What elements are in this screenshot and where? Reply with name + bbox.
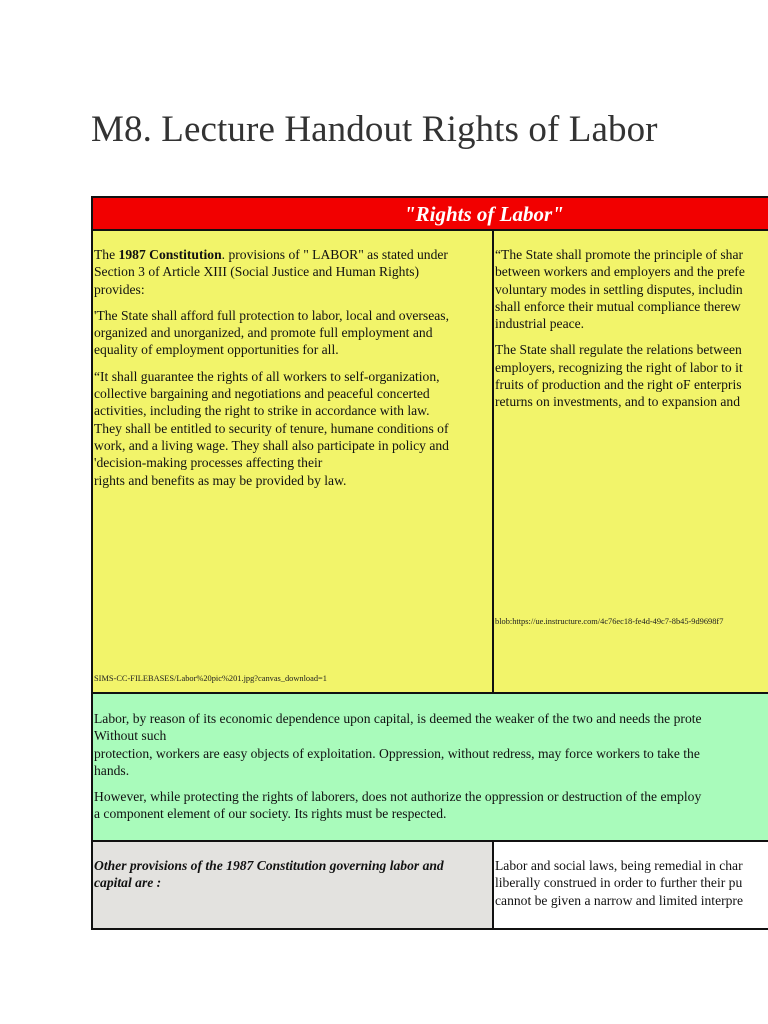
paragraph-line: fruits of production and the right oF enterpris <box>495 377 742 393</box>
paragraph-line: activities, including the right to strike in accordance with law. <box>94 403 430 419</box>
shared-responsibility-paragraph <box>495 246 768 332</box>
paragraph-line: organized and unorganized, and promote full employment and <box>94 325 433 341</box>
other-provisions-cell <box>93 842 494 930</box>
paragraph-line: However, while protecting the rights of laborers, does not authorize the oppression or destruction of the employ <box>94 789 702 805</box>
paragraph-line: 'The State shall afford full protection to labor, local and overseas, <box>94 307 449 323</box>
paragraph-line: Labor, by reason of its economic dependence upon capital, is deemed the weaker of the two and needs the prote <box>94 711 702 726</box>
intro-line-1 <box>94 246 492 263</box>
paragraph-line: employers, recognizing the right of labor to it <box>495 359 743 375</box>
other-provisions-row <box>93 842 768 930</box>
intro-bold: 1987 Constitution <box>118 247 222 262</box>
paragraph-line: The State shall regulate the relations between <box>495 342 742 358</box>
paragraph-line: “It shall guarantee the rights of all workers to self-organization, <box>94 368 440 384</box>
paragraph-line: liberally construed in order to further their pu <box>495 875 743 891</box>
paragraph-line: cannot be given a narrow and limited interpre <box>495 892 743 908</box>
paragraph-line: Labor and social laws, being remedial in char <box>495 858 743 873</box>
economic-dependence-paragraph <box>94 710 768 779</box>
paragraph-line: between workers and employers and the prefe <box>495 264 745 280</box>
intro-rest: . provisions of " LABOR" as stated under <box>221 247 448 262</box>
right-provisions-cell <box>494 231 768 707</box>
page-title: M8. Lecture Handout Rights of Labor <box>91 109 658 150</box>
intro-prefix: The <box>94 247 119 262</box>
paragraph-line: protection, workers are easy objects of exploitation. Oppression, without redress, may force workers to take the <box>94 745 700 761</box>
paragraph-line: “The State shall promote the principle of shar <box>495 247 744 262</box>
social-laws-cell <box>494 842 768 930</box>
paragraph-line: industrial peace. <box>495 316 585 332</box>
handout-table <box>91 196 768 930</box>
paragraph-line: collective bargaining and negotiations and peaceful concerted <box>94 386 430 402</box>
intro-paragraph <box>94 246 492 298</box>
paragraph-line: returns on investments, and to expansion and <box>495 394 741 410</box>
employer-rights-paragraph <box>94 788 768 823</box>
paragraph-line: equality of employment opportunities for all. <box>94 342 339 358</box>
blob-url: blob:https://ue.instructure.com/4c76ec18-fe4d-49c7-8b45-9d9698f7 <box>495 617 724 626</box>
intro-line-3: provides: <box>94 281 145 297</box>
paragraph-line: capital are : <box>94 875 162 891</box>
intro-line-2: Section 3 of Article XIII (Social Justice and Human Rights) <box>94 264 420 280</box>
image-source-url: SIMS-CC-FILEBASES/Labor%20pic%201.jpg?canvas_download=1 <box>94 674 327 683</box>
constitution-provisions-row <box>93 231 768 694</box>
paragraph-line: hands. <box>94 762 130 778</box>
full-protection-paragraph <box>94 307 492 359</box>
paragraph-line: rights and benefits as may be provided by law. <box>94 472 347 488</box>
paragraph-line: work, and a living wage. They shall also participate in policy and <box>94 437 449 453</box>
labor-protection-row <box>93 694 768 842</box>
left-provisions-cell <box>93 231 494 692</box>
workers-rights-paragraph <box>94 368 492 489</box>
paragraph-line: shall enforce their mutual compliance therew <box>495 298 741 314</box>
rights-of-labor-banner <box>93 198 768 231</box>
paragraph-line: Other provisions of the 1987 Constitution governing labor and <box>94 858 444 873</box>
paragraph-line: voluntary modes in settling disputes, includin <box>495 281 743 297</box>
paragraph-line: They shall be entitled to security of tenure, humane conditions of <box>94 420 449 436</box>
regulate-relations-paragraph <box>495 341 768 410</box>
banner-title: "Rights of Labor" <box>404 202 564 226</box>
paragraph-line: Without such <box>94 728 167 744</box>
paragraph-line: a component element of our society. Its rights must be respected. <box>94 806 447 822</box>
paragraph-line: 'decision-making processes affecting their <box>94 455 323 471</box>
